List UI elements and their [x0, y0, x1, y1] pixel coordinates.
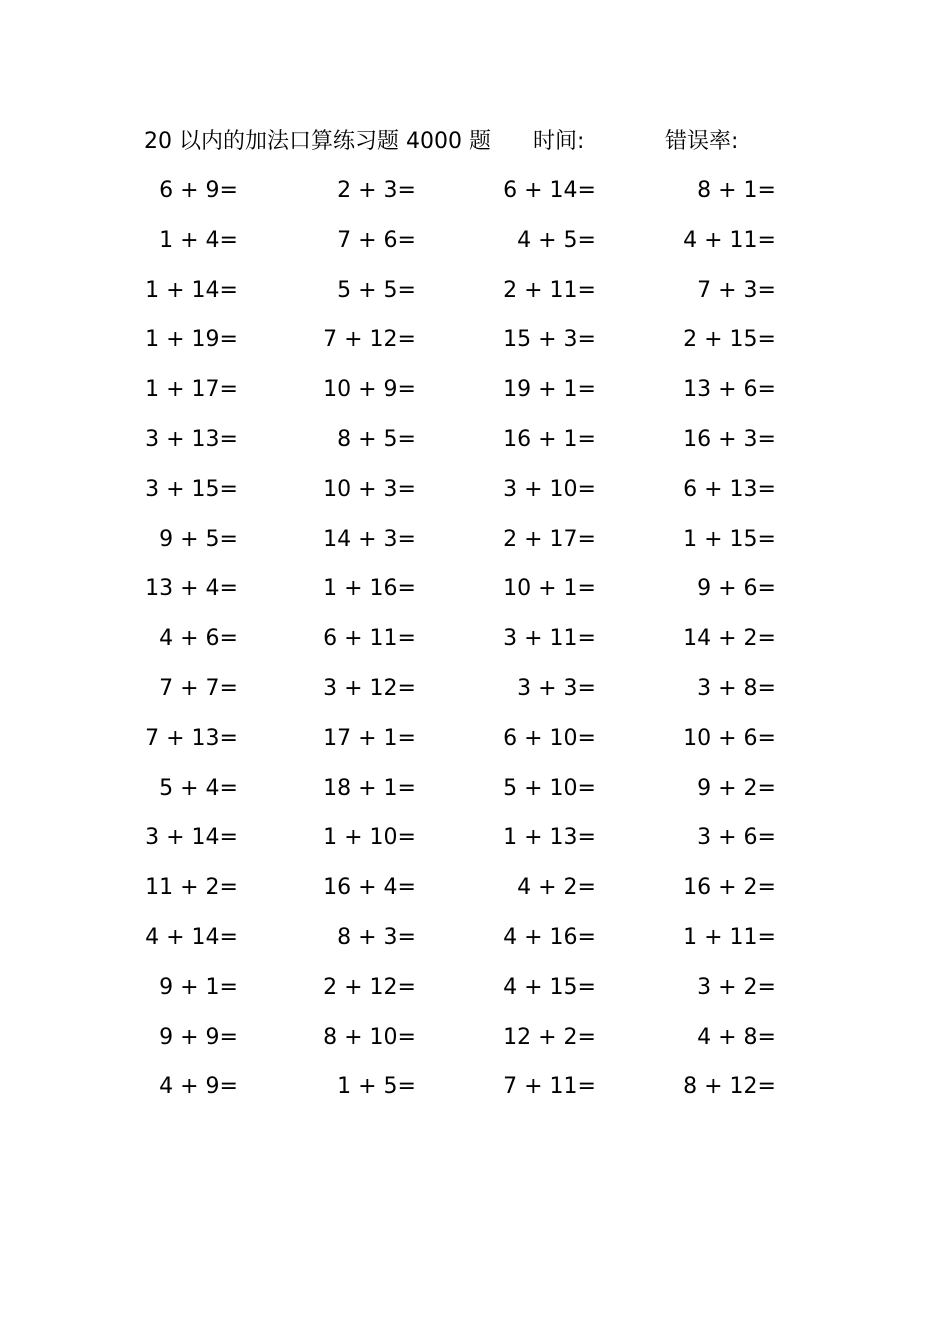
- problem-r17-c4: 3 + 2=: [697, 974, 776, 1000]
- worksheet-title: 20 以内的加法口算练习题 4000 题: [144, 129, 491, 154]
- problem-r8-c4: 1 + 15=: [683, 526, 776, 552]
- error-rate-label: 错误率:: [665, 129, 739, 154]
- problem-r16-c2: 8 + 3=: [337, 925, 416, 950]
- problem-r14-c1: 3 + 14=: [145, 825, 238, 851]
- problem-r11-c3: 3 + 3=: [517, 676, 596, 701]
- problem-r16-c3: 4 + 16=: [503, 925, 596, 950]
- problem-r14-c3: 1 + 13=: [503, 825, 596, 851]
- problem-r11-c2: 3 + 12=: [323, 676, 416, 701]
- problem-r18-c1: 9 + 9=: [159, 1024, 238, 1050]
- problem-r3-c2: 5 + 5=: [337, 277, 416, 303]
- problem-r9-c3: 10 + 1=: [503, 576, 596, 602]
- problem-r2-c2: 7 + 6=: [337, 227, 416, 253]
- problem-r19-c4: 8 + 12=: [683, 1074, 776, 1100]
- problem-r11-c4: 3 + 8=: [697, 676, 776, 701]
- problem-r1-c3: 6 + 14=: [503, 178, 596, 203]
- problem-r8-c2: 14 + 3=: [323, 526, 416, 552]
- problem-r18-c4: 4 + 8=: [697, 1024, 776, 1050]
- problem-r6-c4: 16 + 3=: [683, 427, 776, 452]
- problem-r7-c1: 3 + 15=: [145, 476, 238, 502]
- problem-r5-c3: 19 + 1=: [503, 377, 596, 403]
- problem-r7-c4: 6 + 13=: [683, 476, 776, 502]
- problem-r10-c4: 14 + 2=: [683, 626, 776, 652]
- problem-r13-c1: 5 + 4=: [159, 775, 238, 801]
- problem-r17-c1: 9 + 1=: [159, 974, 238, 1000]
- problem-r3-c1: 1 + 14=: [145, 277, 238, 303]
- problem-r5-c1: 1 + 17=: [145, 377, 238, 403]
- problem-r8-c1: 9 + 5=: [159, 526, 238, 552]
- problem-r1-c1: 6 + 9=: [159, 178, 238, 203]
- problem-r18-c3: 12 + 2=: [503, 1024, 596, 1050]
- problem-r17-c3: 4 + 15=: [503, 974, 596, 1000]
- problem-r4-c3: 15 + 3=: [503, 327, 596, 353]
- problem-r10-c1: 4 + 6=: [159, 626, 238, 652]
- problem-r13-c4: 9 + 2=: [697, 775, 776, 801]
- problem-r11-c1: 7 + 7=: [159, 676, 238, 701]
- problem-r17-c2: 2 + 12=: [323, 974, 416, 1000]
- problem-r4-c4: 2 + 15=: [683, 327, 776, 353]
- problem-r10-c3: 3 + 11=: [503, 626, 596, 652]
- problem-r14-c2: 1 + 10=: [323, 825, 416, 851]
- problem-r15-c3: 4 + 2=: [517, 875, 596, 901]
- problem-r16-c1: 4 + 14=: [145, 925, 238, 950]
- problem-r7-c3: 3 + 10=: [503, 476, 596, 502]
- problem-r3-c3: 2 + 11=: [503, 277, 596, 303]
- problem-r13-c2: 18 + 1=: [323, 775, 416, 801]
- problem-r12-c4: 10 + 6=: [683, 725, 776, 751]
- problem-r19-c1: 4 + 9=: [159, 1074, 238, 1100]
- problem-r8-c3: 2 + 17=: [503, 526, 596, 552]
- problem-r15-c2: 16 + 4=: [323, 875, 416, 901]
- problem-r4-c2: 7 + 12=: [323, 327, 416, 353]
- problem-r4-c1: 1 + 19=: [145, 327, 238, 353]
- problem-r1-c2: 2 + 3=: [337, 178, 416, 203]
- problem-r2-c4: 4 + 11=: [683, 227, 776, 253]
- problem-r6-c2: 8 + 5=: [337, 427, 416, 452]
- problem-r19-c3: 7 + 11=: [503, 1074, 596, 1100]
- problem-r12-c1: 7 + 13=: [145, 725, 238, 751]
- time-label: 时间:: [533, 129, 585, 154]
- problem-r9-c1: 13 + 4=: [145, 576, 238, 602]
- problem-r5-c2: 10 + 9=: [323, 377, 416, 403]
- problem-r2-c1: 1 + 4=: [159, 227, 238, 253]
- problem-r6-c3: 16 + 1=: [503, 427, 596, 452]
- problem-r15-c4: 16 + 2=: [683, 875, 776, 901]
- problem-r13-c3: 5 + 10=: [503, 775, 596, 801]
- problem-r9-c2: 1 + 16=: [323, 576, 416, 602]
- problem-r9-c4: 9 + 6=: [697, 576, 776, 602]
- problem-r5-c4: 13 + 6=: [683, 377, 776, 403]
- problem-r12-c2: 17 + 1=: [323, 725, 416, 751]
- problem-r12-c3: 6 + 10=: [503, 725, 596, 751]
- problem-r16-c4: 1 + 11=: [683, 925, 776, 950]
- problem-r2-c3: 4 + 5=: [517, 227, 596, 253]
- problem-r18-c2: 8 + 10=: [323, 1024, 416, 1050]
- problem-r10-c2: 6 + 11=: [323, 626, 416, 652]
- problem-r1-c4: 8 + 1=: [697, 178, 776, 203]
- problem-r6-c1: 3 + 13=: [145, 427, 238, 452]
- problem-r19-c2: 1 + 5=: [337, 1074, 416, 1100]
- problem-r14-c4: 3 + 6=: [697, 825, 776, 851]
- problem-r7-c2: 10 + 3=: [323, 476, 416, 502]
- problem-r15-c1: 11 + 2=: [145, 875, 238, 901]
- problem-r3-c4: 7 + 3=: [697, 277, 776, 303]
